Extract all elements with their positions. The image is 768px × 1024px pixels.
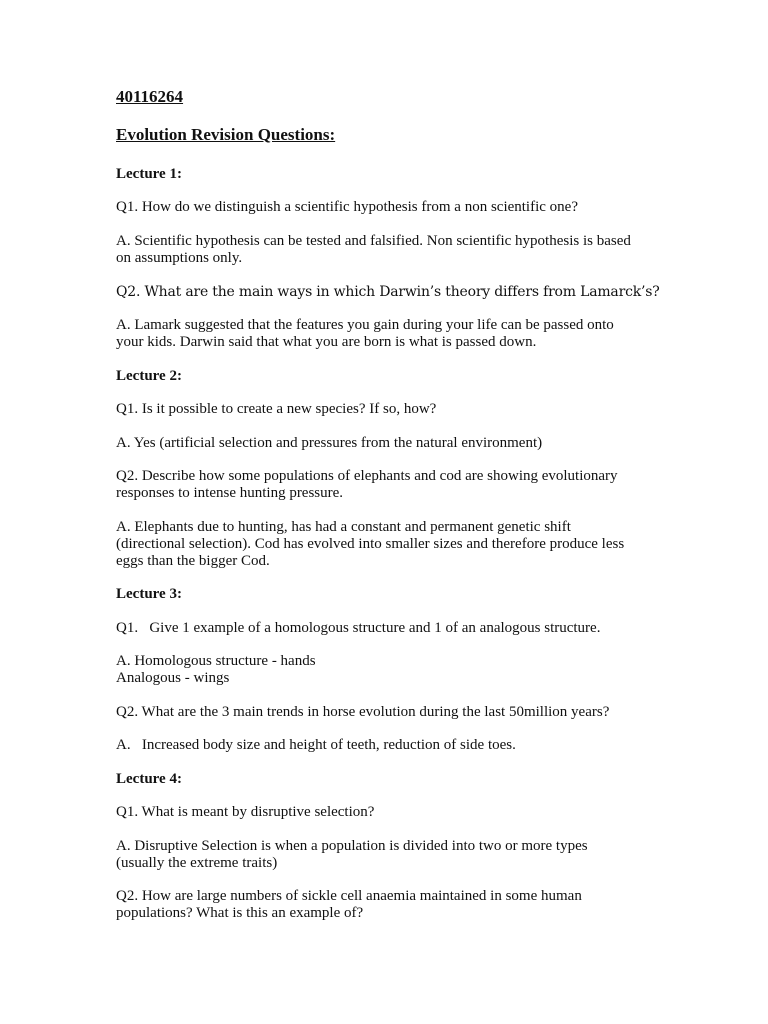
lecture-2-answer-2-cont: (directional selection). Cod has evolved into smaller sizes and therefore produce less	[116, 536, 625, 552]
lecture-3-answer-1: A. Homologous structure - hands	[116, 653, 316, 669]
lecture-2-answer-2: A. Elephants due to hunting, has had a constant and permanent genetic shift	[116, 519, 571, 535]
lecture-2-answer-2-end: eggs than the bigger Cod.	[116, 553, 270, 569]
lecture-1-answer-1: A. Scientific hypothesis can be tested and falsified. Non scientific hypothesis is based	[116, 233, 631, 249]
lecture-4-answer-1-cont: (usually the extreme traits)	[116, 855, 278, 871]
lecture-1-answer-2: A. Lamark suggested that the features you gain during your life can be passed onto	[116, 317, 614, 333]
lecture-4-question-1: Q1. What is meant by disruptive selection?	[116, 804, 375, 820]
lecture-2-heading: Lecture 2:	[116, 368, 182, 384]
lecture-1-heading: Lecture 1:	[116, 166, 182, 182]
lecture-1-answer-2-cont: your kids. Darwin said that what you are born is what is passed down.	[116, 334, 537, 350]
lecture-1-answer-1-cont: on assumptions only.	[116, 250, 243, 266]
lecture-2-answer-1: A. Yes (artificial selection and pressures from the natural environment)	[116, 435, 543, 451]
lecture-4-heading: Lecture 4:	[116, 771, 182, 787]
document-title: Evolution Revision Questions:	[116, 125, 336, 144]
lecture-3-question-2: Q2. What are the 3 main trends in horse evolution during the last 50million years?	[116, 704, 610, 720]
lecture-4-answer-1: A. Disruptive Selection is when a population is divided into two or more types	[116, 838, 588, 854]
lecture-2-question-2-cont: responses to intense hunting pressure.	[116, 485, 344, 501]
lecture-3-heading: Lecture 3:	[116, 586, 182, 602]
lecture-1-question-2: Q2. What are the main ways in which Darwin’s theory differs from Lamarck’s?	[116, 284, 660, 300]
lecture-3-question-1: Q1. Give 1 example of a homologous structure and 1 of an analogous structure.	[116, 620, 601, 636]
lecture-4-question-2: Q2. How are large numbers of sickle cell anaemia maintained in some human	[116, 888, 582, 904]
lecture-1-question-1: Q1. How do we distinguish a scientific hypothesis from a non scientific one?	[116, 199, 578, 215]
lecture-2-question-2: Q2. Describe how some populations of elephants and cod are showing evolutionary	[116, 468, 618, 484]
lecture-3-answer-2: A. Increased body size and height of teeth, reduction of side toes.	[116, 737, 516, 753]
lecture-2-question-1: Q1. Is it possible to create a new species? If so, how?	[116, 401, 437, 417]
lecture-3-answer-1-cont: Analogous - wings	[116, 670, 230, 686]
document-id: 40116264	[116, 87, 184, 106]
lecture-4-question-2-cont: populations? What is this an example of?	[116, 905, 364, 921]
